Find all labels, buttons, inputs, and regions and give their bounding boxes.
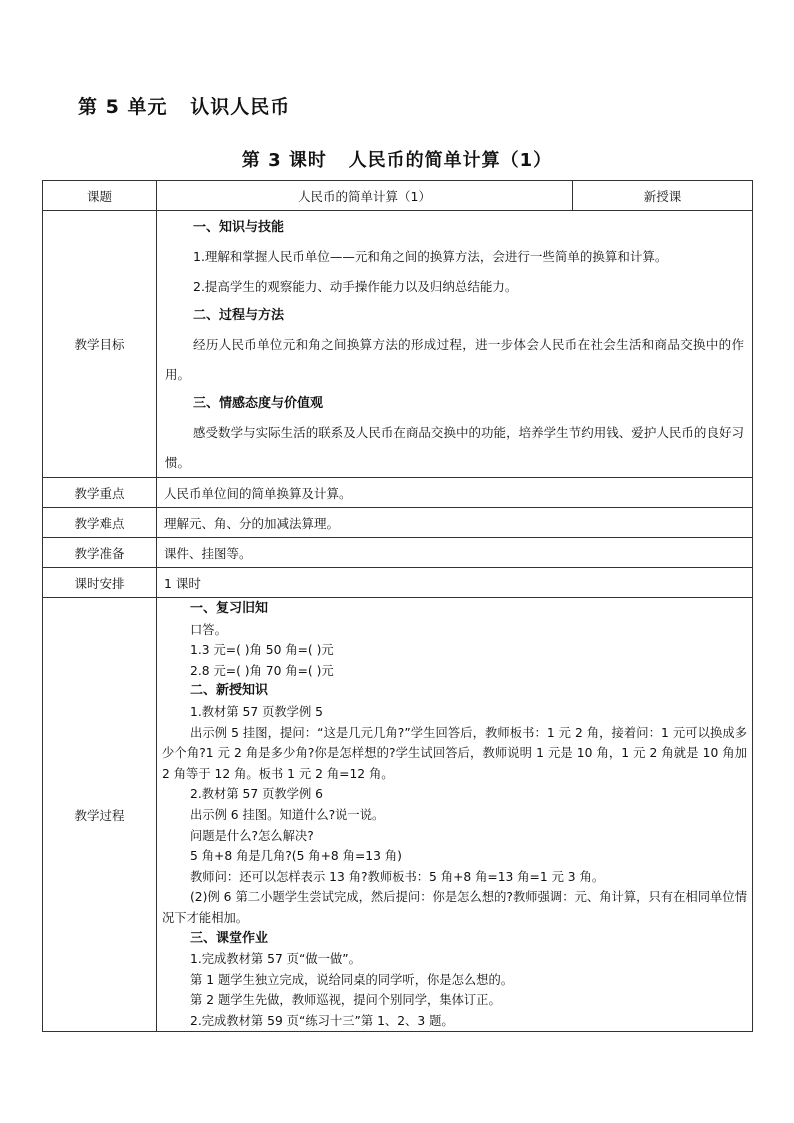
- difficulty-value: 理解元、角、分的加减法算理。: [157, 508, 753, 538]
- goal-heading: 三、情感态度与价值观: [193, 396, 324, 411]
- process-paragraph: 2.8 元=( )角 70 角=( )元: [190, 663, 334, 678]
- schedule-label: 课时安排: [43, 568, 157, 598]
- process-paragraph: 1.3 元=( )角 50 角=( )元: [190, 643, 334, 658]
- process-heading: 三、课堂作业: [190, 930, 269, 946]
- key-point-value: 人民币单位间的简单换算及计算。: [157, 478, 753, 508]
- table-row-preparation: [43, 538, 753, 568]
- goal-heading: 二、过程与方法: [193, 308, 285, 323]
- process-paragraph: 出示例 5 挂图，提问：“这是几元几角?”学生回答后，教师板书：1 元 2 角，接着问：1 元可以换成多少个角?1 元 2 角是多少角?你是怎样想的?学生试回答后，教师说明 1 元是 10 角，1 元 2 角就是 10 角加 2 角等于 12 角。板书 1 元 2 角=12 角。: [162, 725, 747, 781]
- process-paragraph: 1.完成教材第 57 页“做一做”。: [190, 952, 361, 967]
- table-row-topic: [43, 181, 753, 211]
- table-row-schedule: [43, 568, 753, 598]
- topic-value: 人民币的简单计算（1）: [157, 181, 573, 211]
- schedule-value: 1 课时: [157, 568, 753, 598]
- process-paragraph: 2.完成教材第 59 页“练习十三”第 1、2、3 题。: [190, 1013, 454, 1028]
- table-row-key-point: [43, 478, 753, 508]
- lesson-title: 第 3 课时 人民币的简单计算（1）: [241, 150, 553, 171]
- preparation-label: 教学准备: [43, 538, 157, 568]
- table-row-difficulty: [43, 508, 753, 538]
- process-heading: 二、新授知识: [190, 683, 269, 699]
- goals-content: [157, 211, 753, 478]
- process-paragraph: 5 角+8 角是几角?(5 角+8 角=13 角): [190, 849, 402, 864]
- process-paragraph: 第 1 题学生独立完成，说给同桌的同学听，你是怎么想的。: [190, 972, 514, 987]
- process-paragraph: 2.教材第 57 页教学例 6: [190, 787, 324, 802]
- process-paragraph: (2)例 6 第二小题学生尝试完成，然后提问：你是怎么想的?教师强调：元、角计算，只有在相同单位情况下才能相加。: [162, 890, 747, 925]
- process-list: [157, 598, 752, 1031]
- process-paragraph: 问题是什么?怎么解决?: [190, 828, 314, 843]
- goal-heading: 一、知识与技能: [193, 220, 285, 235]
- lesson-plan-table: [42, 180, 753, 1032]
- process-label: 教学过程: [43, 598, 157, 1032]
- process-paragraph: 出示例 6 挂图。知道什么?说一说。: [190, 807, 385, 822]
- process-paragraph: 口答。: [190, 622, 227, 637]
- process-paragraph: 第 2 题学生先做，教师巡视，提问个别同学，集体订正。: [190, 993, 501, 1008]
- process-paragraph: 1.教材第 57 页教学例 5: [190, 704, 324, 719]
- goal-paragraph: 1.理解和掌握人民币单位——元和角之间的换算方法，会进行一些简单的换算和计算。: [193, 249, 668, 264]
- process-content: [157, 598, 753, 1032]
- table-row-goals: [43, 211, 753, 478]
- process-heading: 一、复习旧知: [190, 601, 269, 616]
- goals-label: 教学目标: [43, 211, 157, 478]
- goal-paragraph: 感受数学与实际生活的联系及人民币在商品交换中的功能，培养学生节约用钱、爱护人民币的良好习惯。: [165, 425, 744, 470]
- topic-label: 课题: [43, 181, 157, 211]
- goal-paragraph: 经历人民币单位元和角之间换算方法的形成过程，进一步体会人民币在社会生活和商品交换中的作用。: [165, 337, 744, 382]
- table-row-process: [43, 598, 753, 1032]
- lesson-type: 新授课: [573, 181, 753, 211]
- difficulty-label: 教学难点: [43, 508, 157, 538]
- preparation-value: 课件、挂图等。: [157, 538, 753, 568]
- process-paragraph: 教师问：还可以怎样表示 13 角?教师板书：5 角+8 角=13 角=1 元 3 角。: [190, 869, 605, 884]
- unit-title: 第 5 单元 认识人民币: [78, 96, 291, 118]
- goal-paragraph: 2.提高学生的观察能力、动手操作能力以及归纳总结能力。: [193, 278, 518, 294]
- key-point-label: 教学重点: [43, 478, 157, 508]
- goals-list: [157, 211, 752, 477]
